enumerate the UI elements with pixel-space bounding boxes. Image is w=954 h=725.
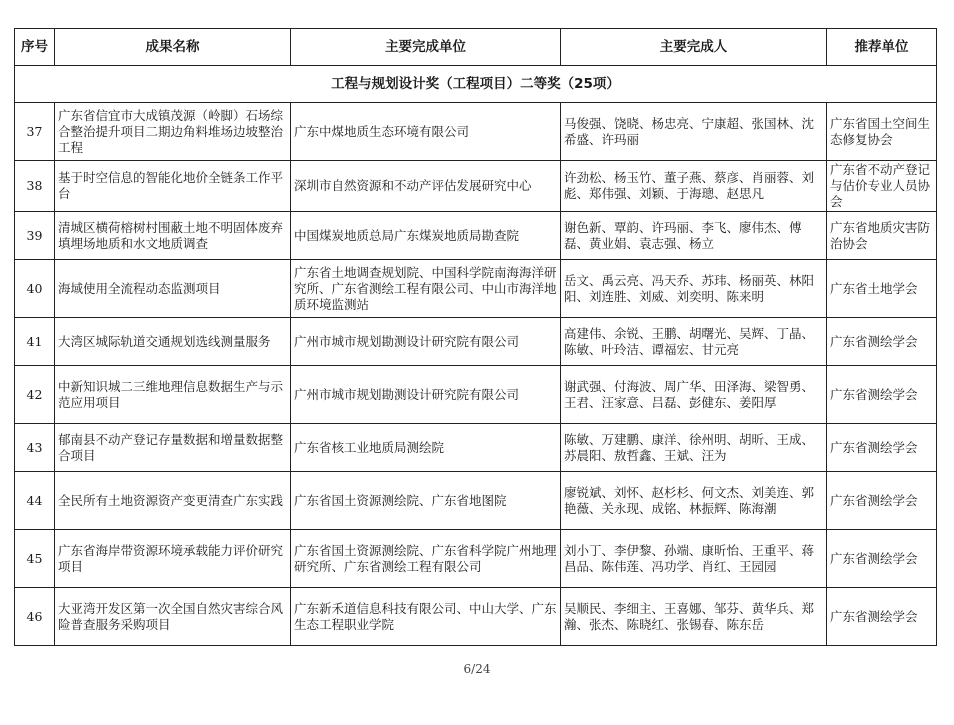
recommending-unit: 广东省测绘学会 xyxy=(827,424,937,472)
completing-unit: 广州市城市规划勘测设计研究院有限公司 xyxy=(291,366,561,424)
completing-people: 陈敏、万建鹏、康洋、徐州明、胡昕、王成、苏晨阳、敖哲鑫、王斌、汪为 xyxy=(561,424,827,472)
row-number: 46 xyxy=(15,588,55,646)
header-people: 主要完成人 xyxy=(561,29,827,66)
project-name: 广东省信宜市大成镇茂源（岭脚）石场综合整治提升项目二期边角料堆场边坡整治工程 xyxy=(55,103,291,161)
completing-unit: 广东中煤地质生态环境有限公司 xyxy=(291,103,561,161)
table-row xyxy=(15,260,937,318)
table-row xyxy=(15,366,937,424)
row-number: 38 xyxy=(15,161,55,212)
header-unit: 主要完成单位 xyxy=(291,29,561,66)
completing-people: 谢色新、覃韵、许玛丽、李飞、廖伟杰、傅磊、黄业娟、袁志强、杨立 xyxy=(561,212,827,260)
recommending-unit: 广东省地质灾害防治协会 xyxy=(827,212,937,260)
recommending-unit: 广东省测绘学会 xyxy=(827,472,937,530)
page-number: 6/24 xyxy=(463,662,491,676)
completing-people: 岳文、禹云亮、冯天乔、苏玮、杨丽英、林阳阳、刘连胜、刘威、刘奕明、陈来明 xyxy=(561,260,827,318)
completing-people: 马俊强、饶晓、杨忠亮、宁康超、张国林、沈希盛、许玛丽 xyxy=(561,103,827,161)
header-name: 成果名称 xyxy=(55,29,291,66)
completing-people: 谢武强、付海波、周广华、田泽海、梁智勇、王君、汪家意、吕磊、彭健东、姜阳厚 xyxy=(561,366,827,424)
project-name: 中新知识城二三维地理信息数据生产与示范应用项目 xyxy=(55,366,291,424)
row-number: 44 xyxy=(15,472,55,530)
project-name: 郁南县不动产登记存量数据和增量数据整合项目 xyxy=(55,424,291,472)
project-name: 全民所有土地资源资产变更清查广东实践 xyxy=(55,472,291,530)
recommending-unit: 广东省土地学会 xyxy=(827,260,937,318)
recommending-unit: 广东省国土空间生态修复协会 xyxy=(827,103,937,161)
table-row xyxy=(15,424,937,472)
project-name: 广东省海岸带资源环境承载能力评价研究项目 xyxy=(55,530,291,588)
project-name: 清城区横荷榕树村围蔽土地不明固体废弃填埋场地质和水文地质调查 xyxy=(55,212,291,260)
completing-unit: 广东省国土资源测绘院、广东省地图院 xyxy=(291,472,561,530)
completing-unit: 深圳市自然资源和不动产评估发展研究中心 xyxy=(291,161,561,212)
completing-unit: 广东新禾道信息科技有限公司、中山大学、广东生态工程职业学院 xyxy=(291,588,561,646)
project-name: 大湾区城际轨道交通规划选线测量服务 xyxy=(55,318,291,366)
recommending-unit: 广东省测绘学会 xyxy=(827,366,937,424)
completing-unit: 广州市城市规划勘测设计研究院有限公司 xyxy=(291,318,561,366)
completing-people: 高建伟、余锐、王鹏、胡曙光、吴辉、丁晶、陈敏、叶玲洁、谭福宏、甘元亮 xyxy=(561,318,827,366)
completing-unit: 中国煤炭地质总局广东煤炭地质局勘查院 xyxy=(291,212,561,260)
section-row xyxy=(15,66,937,103)
award-table xyxy=(14,28,937,646)
table-row xyxy=(15,318,937,366)
completing-people: 刘小丁、李伊黎、孙端、康昕怡、王重平、蒋昌品、陈伟莲、冯功学、肖红、王园园 xyxy=(561,530,827,588)
table-row xyxy=(15,161,937,212)
completing-people: 廖锐斌、刘怀、赵杉杉、何文杰、刘美连、郭艳薇、关永现、成铭、林振辉、陈海潮 xyxy=(561,472,827,530)
row-number: 43 xyxy=(15,424,55,472)
table-row xyxy=(15,103,937,161)
row-number: 39 xyxy=(15,212,55,260)
project-name: 基于时空信息的智能化地价全链条工作平台 xyxy=(55,161,291,212)
row-number: 42 xyxy=(15,366,55,424)
header-recommender: 推荐单位 xyxy=(827,29,937,66)
recommending-unit: 广东省测绘学会 xyxy=(827,318,937,366)
table-row xyxy=(15,212,937,260)
row-number: 40 xyxy=(15,260,55,318)
completing-people: 吴顺民、李细主、王喜娜、邹芬、黄华兵、郑瀚、张杰、陈晓红、张锡春、陈东岳 xyxy=(561,588,827,646)
recommending-unit: 广东省测绘学会 xyxy=(827,530,937,588)
table-header xyxy=(15,29,937,66)
completing-unit: 广东省国土资源测绘院、广东省科学院广州地理研究所、广东省测绘工程有限公司 xyxy=(291,530,561,588)
project-name: 海域使用全流程动态监测项目 xyxy=(55,260,291,318)
recommending-unit: 广东省不动产登记与估价专业人员协会 xyxy=(827,161,937,212)
row-number: 41 xyxy=(15,318,55,366)
header-no: 序号 xyxy=(15,29,55,66)
table-row xyxy=(15,530,937,588)
project-name: 大亚湾开发区第一次全国自然灾害综合风险普查服务采购项目 xyxy=(55,588,291,646)
recommending-unit: 广东省测绘学会 xyxy=(827,588,937,646)
row-number: 45 xyxy=(15,530,55,588)
completing-unit: 广东省土地调查规划院、中国科学院南海海洋研究所、广东省测绘工程有限公司、中山市海洋地质环境监测站 xyxy=(291,260,561,318)
table-body xyxy=(15,66,937,646)
table-row xyxy=(15,472,937,530)
row-number: 37 xyxy=(15,103,55,161)
table-row xyxy=(15,588,937,646)
section-title: 工程与规划设计奖（工程项目）二等奖（25项） xyxy=(15,66,937,103)
completing-people: 许劲松、杨玉竹、董子燕、蔡彦、肖丽蓉、刘彪、郑伟强、刘颖、于海璁、赵思凡 xyxy=(561,161,827,212)
completing-unit: 广东省核工业地质局测绘院 xyxy=(291,424,561,472)
